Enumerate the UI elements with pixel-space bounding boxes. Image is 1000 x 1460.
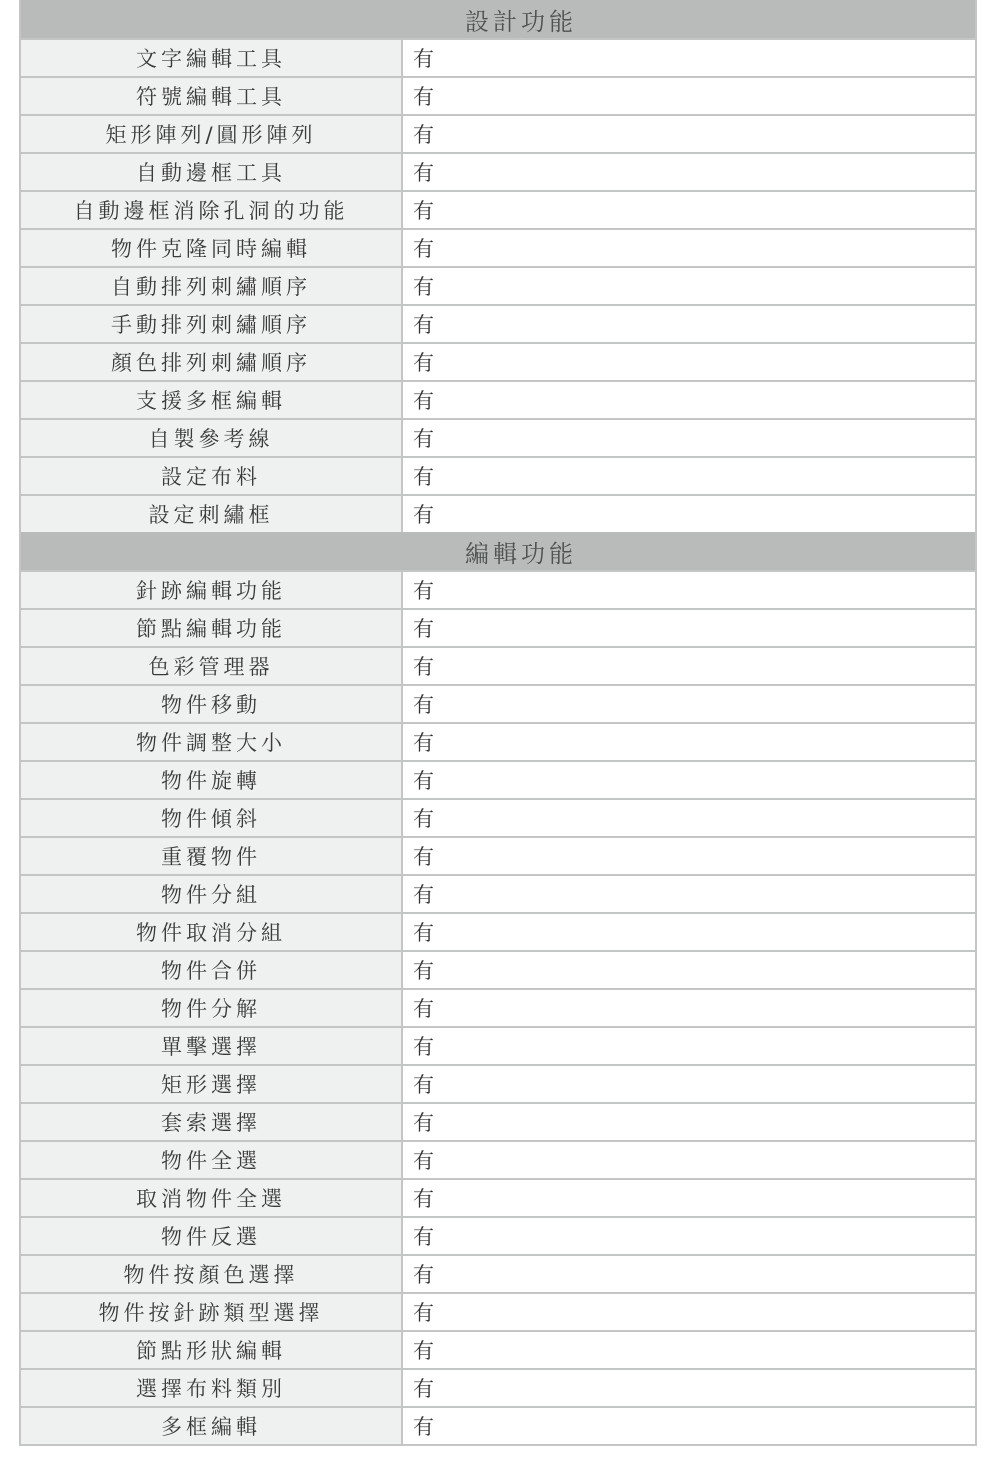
table-row [21, 456, 975, 494]
table-row [21, 798, 975, 836]
feature-name-cell: 單擊選擇 [21, 1028, 403, 1064]
feature-name-cell: 自動排列刺繡順序 [21, 268, 403, 304]
feature-value-cell: 有 [403, 78, 975, 114]
feature-name-cell: 手動排列刺繡順序 [21, 306, 403, 342]
section-header: 編輯功能 [21, 532, 975, 570]
feature-value-cell: 有 [403, 306, 975, 342]
feature-name-cell: 物件移動 [21, 686, 403, 722]
table-row [21, 494, 975, 532]
section-header: 設計功能 [21, 0, 975, 38]
table-row [21, 950, 975, 988]
table-row [21, 1026, 975, 1064]
feature-value-cell: 有 [403, 686, 975, 722]
feature-value-cell: 有 [403, 990, 975, 1026]
table-row [21, 266, 975, 304]
feature-value-cell: 有 [403, 1218, 975, 1254]
feature-name-cell: 套索選擇 [21, 1104, 403, 1140]
feature-value-cell: 有 [403, 344, 975, 380]
feature-value-cell: 有 [403, 1370, 975, 1406]
table-row [21, 912, 975, 950]
feature-value-cell: 有 [403, 1180, 975, 1216]
feature-value-cell: 有 [403, 800, 975, 836]
table-row [21, 1140, 975, 1178]
feature-value-cell: 有 [403, 876, 975, 912]
feature-name-cell: 物件旋轉 [21, 762, 403, 798]
feature-name-cell: 物件分解 [21, 990, 403, 1026]
table-row [21, 1254, 975, 1292]
table-row [21, 608, 975, 646]
feature-table [19, 0, 977, 1446]
table-row [21, 570, 975, 608]
table-row [21, 684, 975, 722]
feature-name-cell: 物件按顏色選擇 [21, 1256, 403, 1292]
table-row [21, 152, 975, 190]
feature-name-cell: 多框編輯 [21, 1408, 403, 1444]
feature-name-cell: 物件調整大小 [21, 724, 403, 760]
table-row [21, 38, 975, 76]
feature-value-cell: 有 [403, 230, 975, 266]
feature-value-cell: 有 [403, 1104, 975, 1140]
feature-name-cell: 矩形選擇 [21, 1066, 403, 1102]
feature-value-cell: 有 [403, 268, 975, 304]
feature-value-cell: 有 [403, 1142, 975, 1178]
table-row [21, 722, 975, 760]
feature-value-cell: 有 [403, 420, 975, 456]
feature-value-cell: 有 [403, 154, 975, 190]
feature-value-cell: 有 [403, 914, 975, 950]
feature-value-cell: 有 [403, 1028, 975, 1064]
feature-name-cell: 色彩管理器 [21, 648, 403, 684]
feature-name-cell: 文字編輯工具 [21, 40, 403, 76]
feature-name-cell: 顏色排列刺繡順序 [21, 344, 403, 380]
feature-value-cell: 有 [403, 496, 975, 532]
feature-value-cell: 有 [403, 952, 975, 988]
feature-name-cell: 物件分組 [21, 876, 403, 912]
feature-value-cell: 有 [403, 116, 975, 152]
table-row [21, 342, 975, 380]
feature-value-cell: 有 [403, 610, 975, 646]
table-row [21, 228, 975, 266]
table-row [21, 1330, 975, 1368]
feature-value-cell: 有 [403, 192, 975, 228]
table-row [21, 380, 975, 418]
table-row [21, 874, 975, 912]
table-row [21, 988, 975, 1026]
feature-value-cell: 有 [403, 838, 975, 874]
feature-name-cell: 取消物件全選 [21, 1180, 403, 1216]
feature-name-cell: 物件傾斜 [21, 800, 403, 836]
feature-value-cell: 有 [403, 382, 975, 418]
feature-name-cell: 選擇布料類別 [21, 1370, 403, 1406]
feature-name-cell: 矩形陣列/圓形陣列 [21, 116, 403, 152]
feature-value-cell: 有 [403, 648, 975, 684]
feature-value-cell: 有 [403, 762, 975, 798]
table-row [21, 836, 975, 874]
feature-value-cell: 有 [403, 724, 975, 760]
table-row [21, 1102, 975, 1140]
table-row [21, 114, 975, 152]
feature-name-cell: 節點編輯功能 [21, 610, 403, 646]
feature-name-cell: 自製參考線 [21, 420, 403, 456]
table-row [21, 1178, 975, 1216]
table-row [21, 1292, 975, 1330]
feature-value-cell: 有 [403, 1066, 975, 1102]
feature-name-cell: 重覆物件 [21, 838, 403, 874]
feature-name-cell: 自動邊框工具 [21, 154, 403, 190]
table-row [21, 1064, 975, 1102]
feature-name-cell: 物件取消分組 [21, 914, 403, 950]
feature-name-cell: 針跡編輯功能 [21, 572, 403, 608]
feature-name-cell: 設定布料 [21, 458, 403, 494]
feature-value-cell: 有 [403, 1256, 975, 1292]
feature-value-cell: 有 [403, 40, 975, 76]
feature-value-cell: 有 [403, 1294, 975, 1330]
feature-value-cell: 有 [403, 1408, 975, 1444]
feature-name-cell: 物件全選 [21, 1142, 403, 1178]
feature-name-cell: 物件反選 [21, 1218, 403, 1254]
feature-value-cell: 有 [403, 572, 975, 608]
table-row [21, 190, 975, 228]
table-row [21, 1216, 975, 1254]
feature-name-cell: 設定刺繡框 [21, 496, 403, 532]
feature-value-cell: 有 [403, 458, 975, 494]
table-row [21, 1368, 975, 1406]
feature-name-cell: 支援多框編輯 [21, 382, 403, 418]
feature-name-cell: 物件按針跡類型選擇 [21, 1294, 403, 1330]
table-row [21, 760, 975, 798]
table-row [21, 76, 975, 114]
feature-name-cell: 符號編輯工具 [21, 78, 403, 114]
feature-name-cell: 物件克隆同時編輯 [21, 230, 403, 266]
table-row [21, 646, 975, 684]
feature-name-cell: 自動邊框消除孔洞的功能 [21, 192, 403, 228]
feature-name-cell: 物件合併 [21, 952, 403, 988]
table-row [21, 304, 975, 342]
feature-value-cell: 有 [403, 1332, 975, 1368]
table-row [21, 418, 975, 456]
feature-name-cell: 節點形狀編輯 [21, 1332, 403, 1368]
table-row [21, 1406, 975, 1446]
